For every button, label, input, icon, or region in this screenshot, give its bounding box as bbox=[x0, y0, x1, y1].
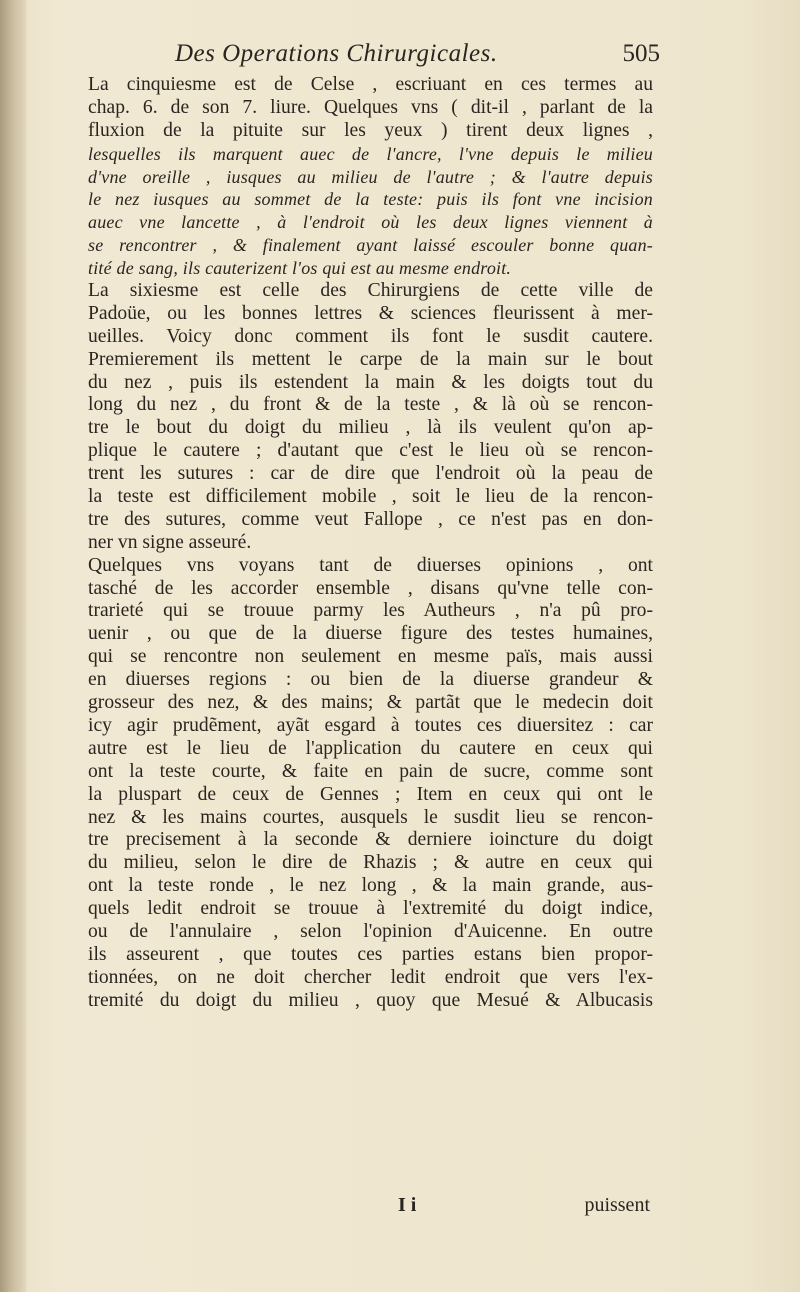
text-line: grosseur des nez, & des mains; & partãt que le medecin doit bbox=[88, 692, 653, 714]
text-line: nez & les mains courtes, ausquels le susdit lieu se rencon- bbox=[88, 806, 653, 828]
text-line: d'vne oreille , iusques au milieu de l'autre ; & l'autre depuis bbox=[88, 166, 653, 187]
text-line: trarieté qui se trouue parmy les Autheurs , n'a pû pro- bbox=[88, 600, 653, 622]
text-line: Quelques vns voyans tant de diuerses opinions , ont bbox=[88, 554, 653, 576]
text-line: Padoüe, ou les bonnes lettres & sciences fleurissent à mer- bbox=[88, 302, 653, 324]
text-line: ou de l'annulaire , selon l'opinion d'Auicenne. En outre bbox=[88, 920, 653, 942]
text-line: uenir , ou que de la diuerse figure des testes humaines, bbox=[88, 623, 653, 645]
text-line: trent les sutures : car de dire que l'endroit où la peau de bbox=[88, 463, 653, 485]
text-line: qui se rencontre non seulement en mesme païs, mais aussi bbox=[88, 646, 653, 668]
text-line: fluxion de la pituite sur les yeux ) tirent deux lignes , bbox=[88, 119, 653, 141]
text-line: ner vn signe asseuré. bbox=[88, 531, 252, 553]
text-line: ont la teste ronde , le nez long , & la main grande, aus- bbox=[88, 875, 653, 897]
text-line: la pluspart de ceux de Gennes ; Item en ceux qui ont le bbox=[88, 783, 653, 805]
text-line: La cinquiesme est de Celse , escriuant en ces termes au bbox=[88, 74, 653, 95]
text-line: tre precisement à la seconde & derniere ioincture du doigt bbox=[88, 829, 653, 851]
text-line: la teste est difficilement mobile , soit le lieu de la rencon- bbox=[88, 486, 653, 508]
catchword: puissent bbox=[584, 1194, 650, 1216]
text-line: long du nez , du front & de la teste , & là où se rencon- bbox=[88, 394, 653, 416]
text-line: autre est le lieu de l'application du cautere en ceux qui bbox=[88, 737, 653, 759]
text-line: La sixiesme est celle des Chirurgiens de cette ville de bbox=[88, 280, 653, 302]
text-line: chap. 6. de son 7. liure. Quelques vns ( dit-il , parlant de la bbox=[88, 96, 653, 118]
text-line: tremité du doigt du milieu , quoy que Mesué & Albucasis bbox=[88, 989, 653, 1011]
text-line: Premierement ils mettent le carpe de la main sur le bout bbox=[88, 348, 653, 370]
signature-mark: I i bbox=[398, 1194, 417, 1216]
text-line: tasché de les accorder ensemble , disans qu'vne telle con- bbox=[88, 577, 653, 599]
text-line: tre le bout du doigt du milieu , là ils veulent qu'on ap- bbox=[88, 417, 653, 439]
text-line: ils asseurent , que toutes ces parties estans bien propor- bbox=[88, 943, 653, 965]
page-footer bbox=[90, 1194, 650, 1220]
text-line: plique le cautere ; d'autant que c'est le lieu où se rencon- bbox=[88, 440, 653, 462]
text-line: tre des sutures, comme veut Fallope , ce n'est pas en don- bbox=[88, 508, 653, 530]
text-line: tité de sang, ils cauterizent l'os qui est au mesme endroit. bbox=[88, 258, 512, 279]
page-number: 505 bbox=[622, 40, 660, 67]
text-line: le nez iusques au sommet de la teste: puis ils font vne incision bbox=[88, 189, 653, 210]
body-text bbox=[88, 74, 653, 1013]
text-line: ueilles. Voicy donc comment ils font le susdit cautere. bbox=[88, 325, 653, 347]
text-line: ont la teste courte, & faite en pain de sucre, comme sont bbox=[88, 760, 653, 782]
page-header bbox=[90, 40, 660, 74]
running-title: Des Operations Chirurgicales. bbox=[175, 40, 498, 67]
text-line: en diuerses regions : ou bien de la diuerse grandeur & bbox=[88, 669, 653, 691]
text-line: tionnées, on ne doit chercher ledit endroit que vers l'ex- bbox=[88, 966, 653, 988]
text-line: lesquelles ils marquent auec de l'ancre, l'vne depuis le milieu bbox=[88, 143, 653, 164]
text-line: auec vne lancette , à l'endroit où les deux lignes viennent à bbox=[88, 212, 653, 233]
text-line: icy agir prudẽment, ayãt esgard à toutes ces diuersitez : car bbox=[88, 714, 653, 736]
text-line: se rencontrer , & finalement ayant laissé escouler bonne quan- bbox=[88, 235, 653, 256]
text-line: du milieu, selon le dire de Rhazis ; & autre en ceux qui bbox=[88, 852, 653, 874]
text-line: quels ledit endroit se trouue à l'extremité du doigt indice, bbox=[88, 898, 653, 920]
text-line: du nez , puis ils estendent la main & les doigts tout du bbox=[88, 371, 653, 393]
page-gutter bbox=[0, 0, 26, 1292]
